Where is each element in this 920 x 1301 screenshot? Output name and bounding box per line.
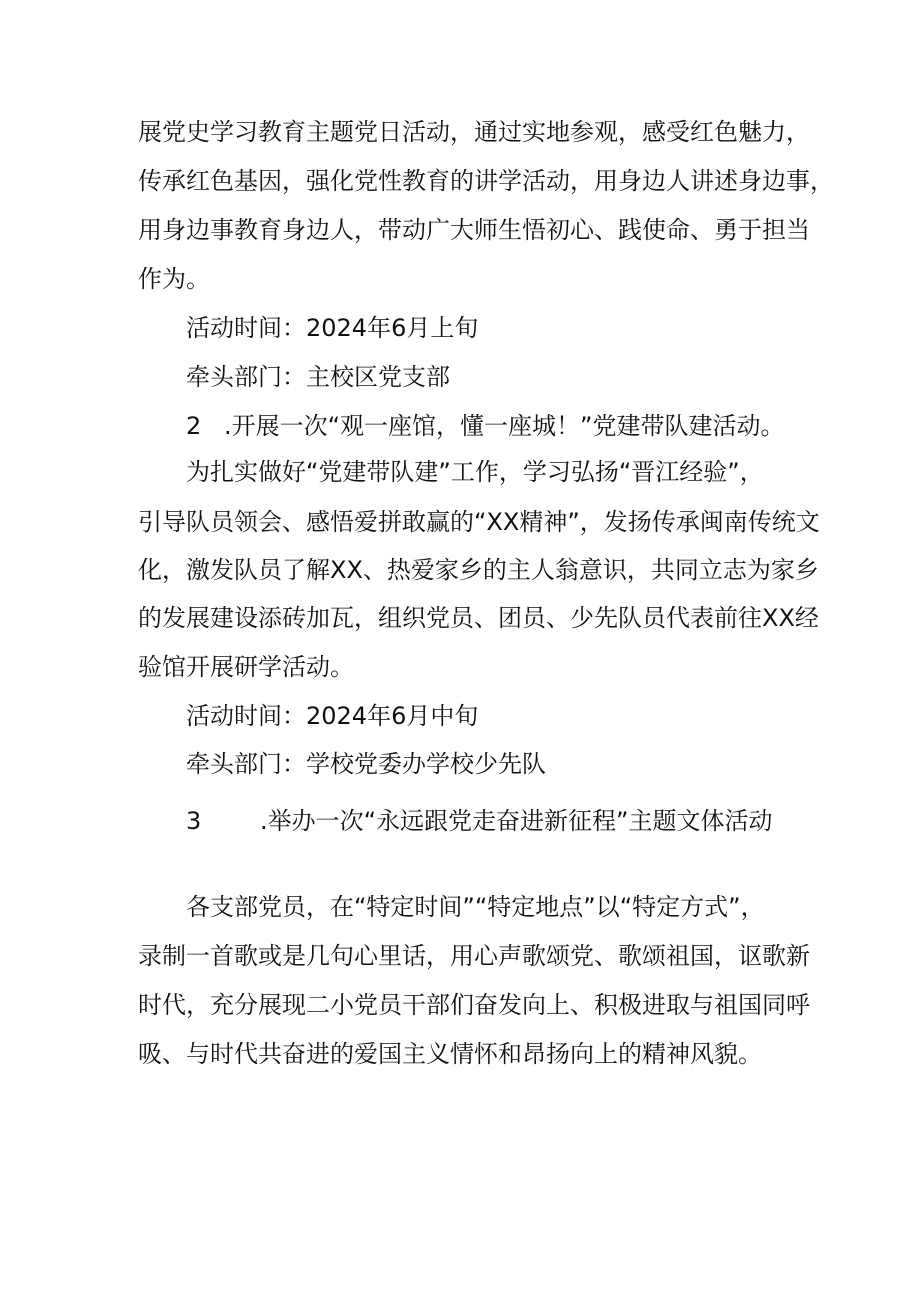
- paragraph-1-line-2: 传承红色基因，强化党性教育的讲学活动，用身边人讲述身边事，: [138, 167, 834, 195]
- paragraph-3-line-2: 录制一首歌或是几句心里话，用心声歌颂党、歌颂祖国，讴歌新: [138, 942, 810, 970]
- activity-time-1: 活动时间：2024年6月上旬: [186, 314, 479, 342]
- paragraph-3-line-3: 时代，充分展现二小党员干部们奋发向上、积极进取与祖国同呼: [138, 991, 810, 1019]
- paragraph-1-line-4: 作为。: [138, 265, 210, 293]
- paragraph-2-line-4: 的发展建设添砖加瓦，组织党员、团员、少先队员代表前往XX经: [138, 604, 819, 632]
- paragraph-2-line-1: 为扎实做好“党建带队建”工作，学习弘扬“晋江经验”，: [186, 458, 764, 486]
- lead-department-2: 牵头部门：学校党委办学校少先队: [186, 750, 546, 778]
- paragraph-1-line-1: 展党史学习教育主题党日活动，通过实地参观，感受红色魅力，: [138, 118, 810, 146]
- paragraph-2-line-3: 化，激发队员了解XX、热爱家乡的主人翁意识，共同立志为家乡: [138, 556, 819, 584]
- lead-department-1: 牵头部门：主校区党支部: [186, 363, 450, 391]
- activity-time-2: 活动时间：2024年6月中旬: [186, 702, 479, 730]
- item-3-number: 3: [186, 807, 202, 835]
- paragraph-2-line-5: 验馆开展研学活动。: [138, 653, 354, 681]
- item-3-heading: [186, 806, 773, 836]
- item-2-number: 2: [186, 412, 202, 440]
- item-3-title: .举办一次“永远跟党走奋进新征程”主题文体活动: [260, 807, 773, 835]
- item-2-title: .开展一次“观一座馆，懂一座城！”党建带队建活动。: [224, 412, 785, 440]
- paragraph-2-line-2: 引导队员领会、感悟爱拼敢赢的“XX精神”，发扬传承闽南传统文: [138, 508, 820, 536]
- paragraph-3-line-4: 吸、与时代共奋进的爱国主义情怀和昂扬向上的精神风貌。: [138, 1040, 762, 1068]
- item-2-heading: [186, 411, 785, 441]
- paragraph-3-line-1: 各支部党员，在“特定时间”“特定地点”以“特定方式”，: [186, 893, 765, 921]
- paragraph-1-line-3: 用身边事教育身边人，带动广大师生悟初心、践使命、勇于担当: [138, 216, 810, 244]
